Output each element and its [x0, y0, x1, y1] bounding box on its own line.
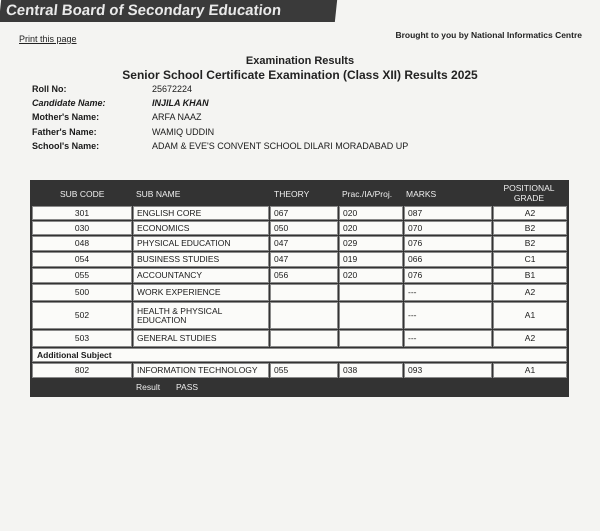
cell-prac: 029 [339, 236, 403, 251]
exam-subtitle: Senior School Certificate Examination (Class XII) Results 2025 [122, 68, 478, 82]
mother-name-row [32, 110, 408, 124]
roll-no-row [32, 82, 408, 96]
cell-prac: 020 [339, 206, 403, 220]
cell-code: 054 [32, 252, 132, 267]
header-prac: Prac./IA/Proj. [342, 189, 393, 199]
roll-no-label: Roll No: [32, 84, 67, 95]
cell-grade: C1 [493, 252, 567, 267]
board-banner: Central Board of Secondary Education [0, 0, 337, 22]
cell-name: ENGLISH CORE [133, 206, 269, 220]
father-name-row [32, 125, 408, 139]
cell-code: 030 [32, 221, 132, 235]
cell-grade: A1 [493, 363, 567, 378]
cell-marks: 076 [404, 236, 492, 251]
header-sub-code: SUB CODE [60, 189, 105, 199]
cell-code: 055 [32, 268, 132, 283]
candidate-name-label: Candidate Name: [32, 98, 106, 109]
cell-prac [339, 330, 403, 347]
cell-theory: 056 [270, 268, 338, 283]
cell-grade: A2 [493, 206, 567, 220]
cell-prac [339, 302, 403, 329]
cell-marks: 070 [404, 221, 492, 235]
additional-subject-label: Additional Subject [32, 348, 567, 362]
candidate-name-value: INJILA KHAN [152, 98, 209, 109]
table-row [30, 330, 569, 347]
cell-theory: 067 [270, 206, 338, 220]
candidate-details [32, 82, 408, 153]
school-name-value: ADAM & EVE'S CONVENT SCHOOL DILARI MORADABAD UP [152, 140, 409, 151]
table-row [30, 221, 569, 235]
header-theory: THEORY [274, 189, 310, 199]
cell-theory: 047 [270, 252, 338, 267]
cell-theory: 050 [270, 221, 338, 235]
cell-name: ECONOMICS [133, 221, 269, 235]
cell-marks: --- [404, 330, 492, 347]
school-name-label: School's Name: [32, 140, 100, 151]
cell-name: BUSINESS STUDIES [133, 252, 269, 267]
cell-grade: B2 [493, 221, 567, 235]
header-grade: POSITIONAL GRADE [503, 183, 555, 204]
cell-name: HEALTH & PHYSICAL EDUCATION [133, 302, 269, 329]
cell-theory [270, 330, 338, 347]
cell-marks: --- [404, 284, 492, 301]
header-sub-name: SUB NAME [136, 189, 181, 199]
cell-grade: B2 [493, 236, 567, 251]
cell-prac: 020 [339, 221, 403, 235]
cell-theory: 047 [270, 236, 338, 251]
cell-name: WORK EXPERIENCE [133, 284, 269, 301]
table-row [30, 302, 569, 329]
table-row [30, 363, 569, 378]
mother-name-label: Mother's Name: [32, 112, 100, 123]
cell-marks: 093 [404, 363, 492, 378]
cell-prac: 020 [339, 268, 403, 283]
cell-grade: A2 [493, 284, 567, 301]
cell-theory: 055 [270, 363, 338, 378]
cell-code: 502 [32, 302, 132, 329]
cell-prac: 019 [339, 252, 403, 267]
candidate-name-row [32, 96, 408, 110]
cell-grade: B1 [493, 268, 567, 283]
cell-code: 301 [32, 206, 132, 220]
father-name-value: WAMIQ UDDIN [152, 126, 215, 137]
cell-grade: A2 [493, 330, 567, 347]
print-page-link[interactable]: Print this page [19, 34, 77, 44]
cell-code: 802 [32, 363, 132, 378]
cell-marks: 076 [404, 268, 492, 283]
cell-name: INFORMATION TECHNOLOGY [133, 363, 269, 378]
cell-grade: A1 [493, 302, 567, 329]
roll-no-value: 25672224 [152, 84, 193, 95]
cell-theory [270, 302, 338, 329]
table-row [30, 206, 569, 220]
header-marks: MARKS [406, 189, 437, 199]
cell-theory [270, 284, 338, 301]
cell-marks: 066 [404, 252, 492, 267]
father-name-label: Father's Name: [32, 126, 97, 137]
table-row [30, 268, 569, 283]
page-title: Examination Results [245, 55, 355, 67]
results-table [30, 180, 569, 397]
cell-prac [339, 284, 403, 301]
table-row [30, 236, 569, 251]
cell-marks: 087 [404, 206, 492, 220]
result-value: PASS [176, 382, 199, 392]
cell-code: 503 [32, 330, 132, 347]
nic-credit: Brought to you by National Informatics Centre [395, 30, 582, 40]
table-row [30, 252, 569, 267]
cell-marks: --- [404, 302, 492, 329]
table-header [30, 180, 569, 206]
cell-code: 500 [32, 284, 132, 301]
mother-name-value: ARFA NAAZ [152, 112, 202, 123]
cell-name: GENERAL STUDIES [133, 330, 269, 347]
school-name-row [32, 139, 408, 153]
cell-code: 048 [32, 236, 132, 251]
cell-prac: 038 [339, 363, 403, 378]
result-label: Result [136, 382, 161, 392]
table-row [30, 284, 569, 301]
cell-name: ACCOUNTANCY [133, 268, 269, 283]
cell-name: PHYSICAL EDUCATION [133, 236, 269, 251]
